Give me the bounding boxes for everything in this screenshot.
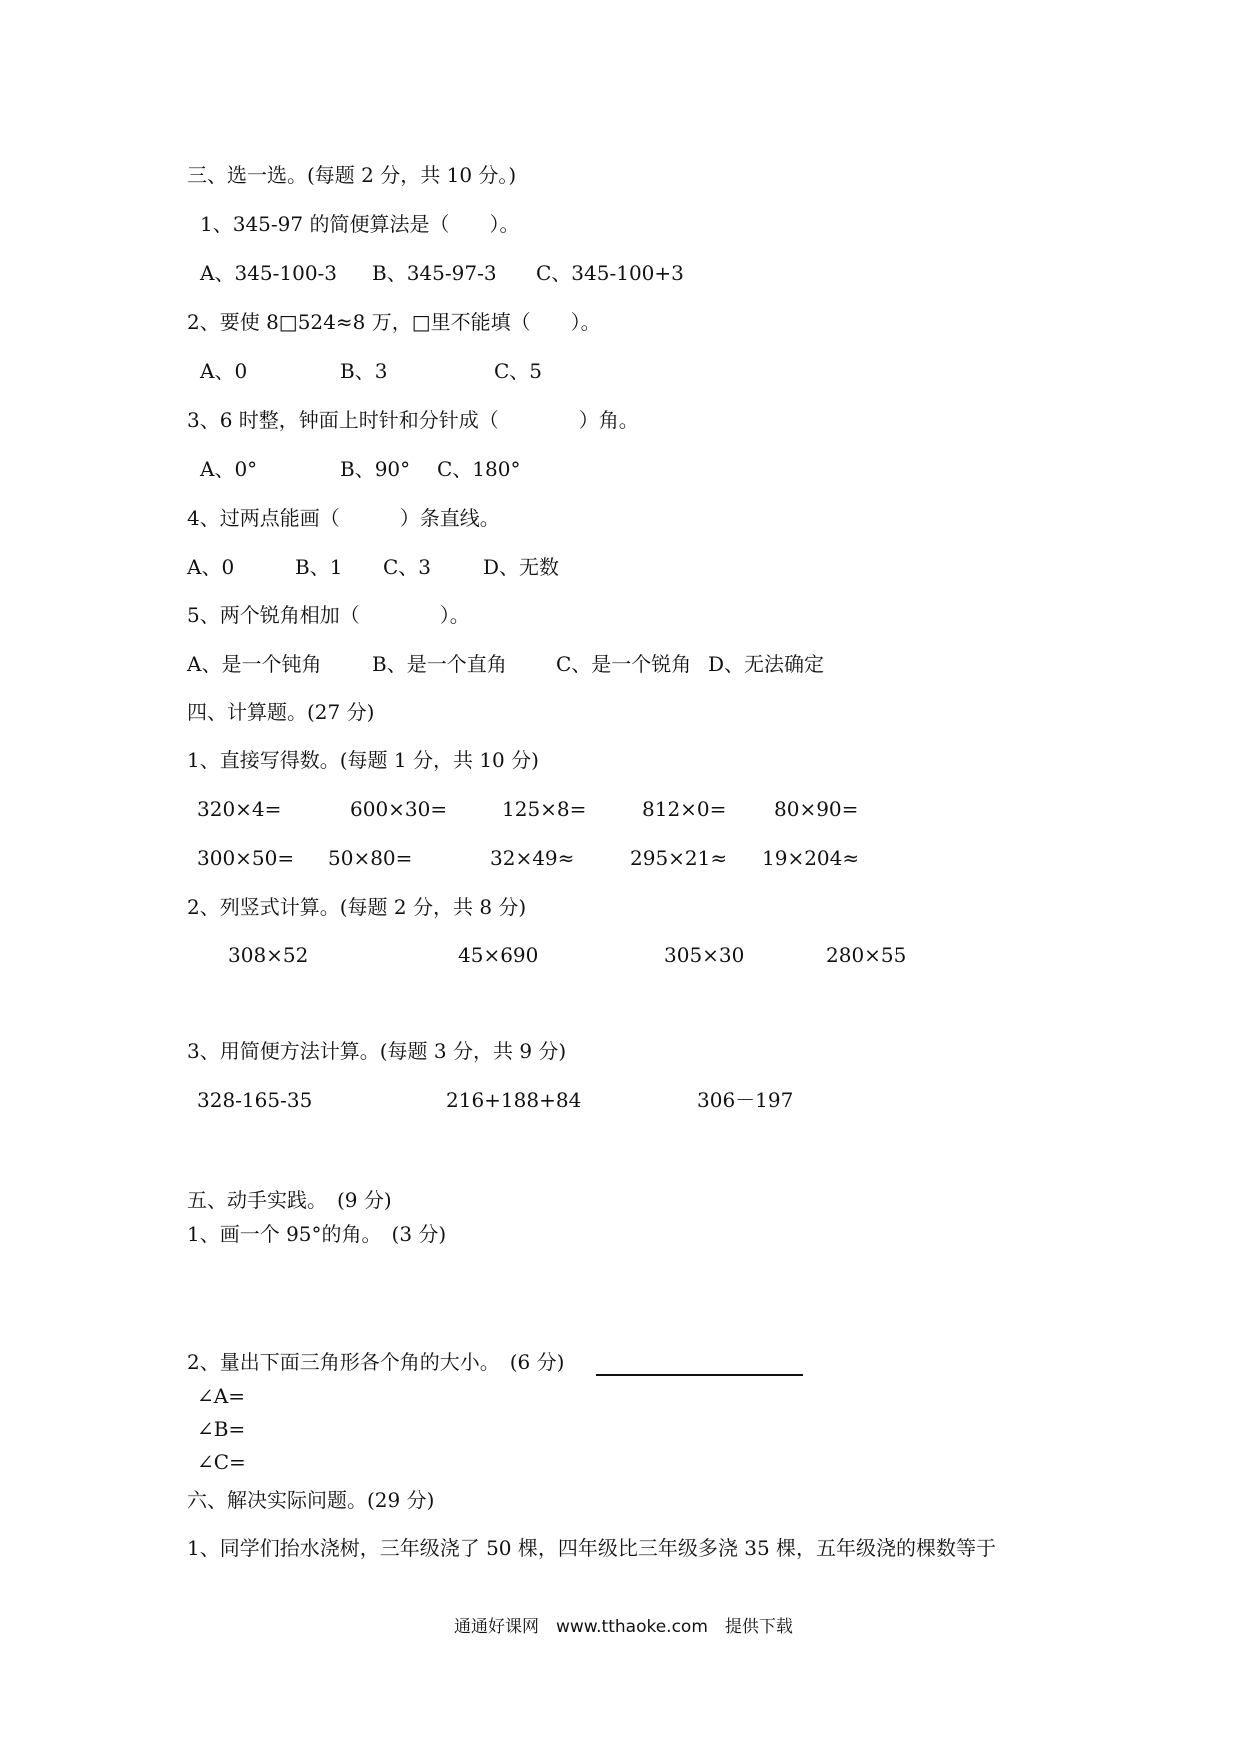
q4-option-b: B、1 <box>295 555 343 579</box>
q3-option-c: C、180° <box>437 457 521 481</box>
section3-title: 三、选一选。(每题 2 分，共 10 分。) <box>187 163 517 187</box>
answer-underline <box>596 1374 803 1376</box>
vertical-calc-item: 280×55 <box>826 943 907 967</box>
angle-a-label: ∠A= <box>197 1384 245 1408</box>
vertical-calc-item: 45×690 <box>458 943 539 967</box>
simplify-calc-item: 306－197 <box>697 1088 794 1112</box>
calc-item: 295×21≈ <box>630 846 728 870</box>
question-1: 1、345-97 的简便算法是（ ）。 <box>200 212 520 236</box>
q3-option-b: B、90° <box>340 457 411 481</box>
q5-option-a: A、是一个钝角 <box>187 652 322 676</box>
calc-item: 812×0= <box>642 797 727 821</box>
q1-option-a: A、345-100-3 <box>200 261 338 285</box>
measure-angles-question: 2、量出下面三角形各个角的大小。 (6 分) <box>187 1350 565 1374</box>
q1-option-b: B、345-97-3 <box>372 261 497 285</box>
part1-title: 1、直接写得数。(每题 1 分，共 10 分) <box>187 748 539 772</box>
simplify-calc-item: 328-165-35 <box>197 1088 313 1112</box>
q1-option-c: C、345-100+3 <box>536 261 684 285</box>
q5-option-d: D、无法确定 <box>708 652 825 676</box>
question-5: 5、两个锐角相加（ ）。 <box>187 603 470 627</box>
question-4: 4、过两点能画（ ）条直线。 <box>187 506 500 530</box>
q2-option-c: C、5 <box>494 359 543 383</box>
angle-c-label: ∠C= <box>197 1450 246 1474</box>
q4-option-a: A、0 <box>187 555 235 579</box>
question-3: 3、6 时整，钟面上时针和分针成（ ）角。 <box>187 408 639 432</box>
calc-item: 320×4= <box>197 797 282 821</box>
part2-title: 2、列竖式计算。(每题 2 分，共 8 分) <box>187 895 527 919</box>
part3-title: 3、用简便方法计算。(每题 3 分，共 9 分) <box>187 1039 567 1063</box>
angle-b-label: ∠B= <box>197 1417 246 1441</box>
simplify-calc-item: 216+188+84 <box>446 1088 582 1112</box>
calc-item: 50×80= <box>328 846 413 870</box>
word-problem-1: 1、同学们抬水浇树，三年级浇了 50 棵，四年级比三年级多浇 35 棵，五年级浇的棵数等于 <box>187 1536 997 1560</box>
calc-item: 600×30= <box>350 797 448 821</box>
q5-option-c: C、是一个锐角 <box>556 652 692 676</box>
section6-title: 六、解决实际问题。(29 分) <box>187 1488 435 1512</box>
calc-item: 32×49≈ <box>490 846 575 870</box>
calc-item: 19×204≈ <box>762 846 860 870</box>
section5-title: 五、动手实践。 (9 分) <box>187 1188 392 1212</box>
q4-option-c: C、3 <box>383 555 432 579</box>
section4-title: 四、计算题。(27 分) <box>187 700 375 724</box>
question-2: 2、要使 8□524≈8 万，□里不能填（ ）。 <box>187 310 601 334</box>
q2-option-a: A、0 <box>200 359 248 383</box>
vertical-calc-item: 308×52 <box>228 943 309 967</box>
q3-option-a: A、0° <box>200 457 258 481</box>
q2-option-b: B、3 <box>340 359 388 383</box>
q4-option-d: D、无数 <box>483 555 560 579</box>
q5-option-b: B、是一个直角 <box>372 652 507 676</box>
draw-angle-question: 1、画一个 95°的角。 (3 分) <box>187 1222 447 1246</box>
calc-item: 80×90= <box>774 797 859 821</box>
footer-source: 通通好课网 www.tthaoke.com 提供下载 <box>454 1617 793 1637</box>
calc-item: 125×8= <box>502 797 587 821</box>
vertical-calc-item: 305×30 <box>664 943 745 967</box>
calc-item: 300×50= <box>197 846 295 870</box>
